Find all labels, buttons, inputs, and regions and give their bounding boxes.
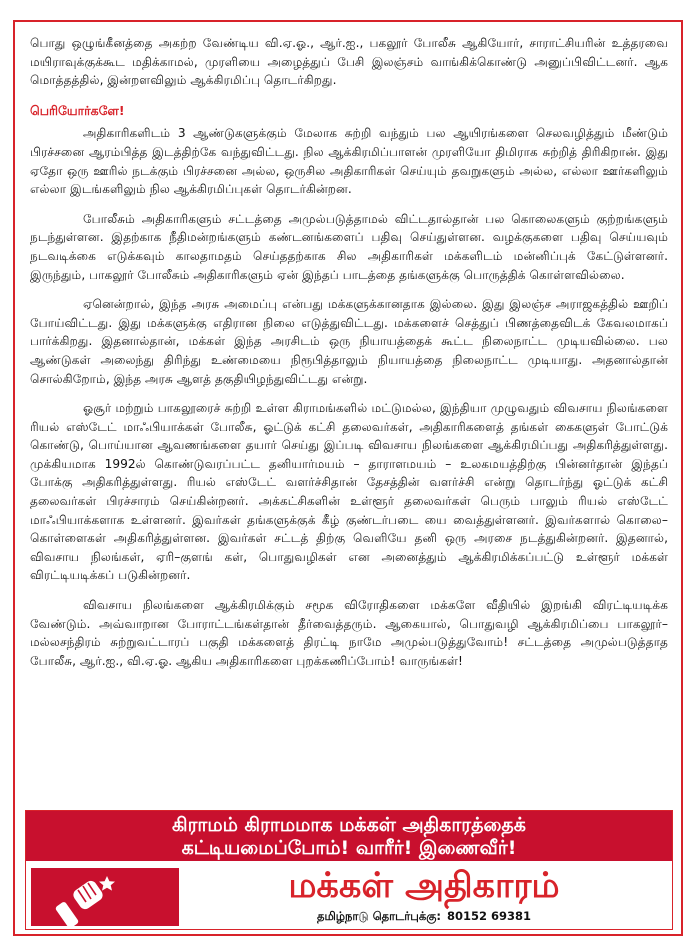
- footer: [25, 810, 673, 930]
- raised-fist-icon: [55, 879, 105, 926]
- slogan-line-1: கிராமம் கிராமமாக மக்கள் அதிகாரத்தைக்: [172, 814, 526, 836]
- paragraph-3: போலீசும் அதிகாரிகளும் சட்டத்தை அமுல்படுத்தாமல் விட்டதால்தான் பல கொலைகளும் குற்றங்களும் நடந்துள்ளன. இதற்காக நீதிமன்றங்களும் கண்டனங்களைப் பதிவு செய்துள்ளன. வழக்குகளை பதிவு செய்யவும் நடவடிக்கை எடுக்கவும் காலதாமதம் செய்ததற்காக சில அதிகாரிகள் மக்களிடம் மன்னிப்புக் கேட்டுள்ளனர். இருந்தும், பாகலூர் போலீசும் அதிகாரிகளும் ஏன் இந்தப் பாடத்தை தங்களுக்கு பொருத்திக் கொள்ளவில்லை.: [30, 211, 668, 282]
- star-icon: [99, 876, 115, 891]
- contact-line: [186, 909, 662, 925]
- paragraph-5: ஓசூர் மற்றும் பாகலூரைச் சுற்றி உள்ள கிராமங்களில் மட்டுமல்ல, இந்தியா முழுவதும் விவசாய நிலங்களை ரியல் எஸ்டேட் மாஃபியாக்கள் போலீசு, ஓட்டுக் கட்சி தலைவர்கள், அதிகாரிகளைத் தங்கள் கைகளுள் போட்டுக் கொண்டு, பொய்யான ஆவணங்களை தயார் செய்து இப்படி விவசாய நிலங்களை ஆக்கிரமிப்பது அதிகரித்துள்ளது. முக்கியமாக 1992ல் கொண்டுவரப்பட்ட தனியார்மயம் – தாராளமயம் – உலகமயத்திற்கு பின்னர்தான் இந்தப் போக்கு அதிகரித்துள்ளது. ரியல் எஸ்டேட் வளர்ச்சிதான் தேசத்தின் வளர்ச்சி என்று தொடர்ந்து ஓட்டுக் கட்சி தலைவர்கள் பிரச்சாரம் செய்கின்றனர். அக்கட்சிகளின் உள்ளூர் தலைவர்கள் பெரும் பாலும் ரியல் எஸ்டேட் மாஃபியாக்களாக உள்ளனர். இவர்கள் தங்களுக்குக் கீழ் குண்டர்படை யை வைத்துள்ளனர். இவர்களால் கொலை–கொள்ளைகள் அதிகரித்துள்ளன. இவர்கள் சட்டத் திற்கு வெளியே தனி ஒரு அரசை நடத்துகின்றனர். இதனால், விவசாய நிலங்கள், ஏரி–குளங் கள், பொதுவழிகள் என அனைத்தும் ஆக்கிரமிக்கப்பட்டு உள்ளூர் மக்கள் விரட்டியடிக்கப் படுகின்றனர்.: [30, 401, 668, 583]
- leaflet-page: [13, 20, 683, 936]
- paragraph-4: ஏனென்றால், இந்த அரசு அமைப்பு என்பது மக்களுக்கானதாக இல்லை. இது இலஞ்ச அராஜகத்தில் ஊறிப் போய்விட்டது. இது மக்களுக்கு எதிரான நிலை எடுத்துவிட்டது. மக்களைச் செத்துப் பிணத்தைவிடக் கேவலமாகப் பார்க்கிறது. இதனால்தான், மக்கள் இந்த அரசிடம் ஒரு நியாயத்தைக் கூட்ட நிலைநாட்ட முடியவில்லை. பல ஆண்டுகள் அலைந்து திரிந்து உண்மையை நிரூபித்தாலும் நியாயத்தை நிலைநாட்ட முடியாது. அதனால்தான் சொல்கிறோம், இந்த அரசு ஆளத் தகுதியிழந்துவிட்டது என்று.: [30, 297, 668, 386]
- salutation: பெரியோர்களே!: [30, 102, 125, 118]
- organisation-name: மக்கள் அதிகாரம்: [288, 866, 560, 906]
- contact-label: தமிழ்நாடு தொடர்புக்கு:: [316, 909, 441, 923]
- paragraph-1: பொது ஒழுங்கீனத்தை அகற்ற வேண்டிய வி.ஏ.ஓ., ஆர்.ஐ., பகலூர் போலீசு ஆகியோர், சாராட்சியரின் உத்தரவை மயிராவுக்குக்கூட மதிக்காமல், முரளியை அழைத்துப் பேசி இலஞ்சம் வாங்கிக்கொண்டு அனுப்பிவிட்டனர். ஆக மொத்தத்தில், இன்றளவிலும் ஆக்கிரமிப்பு தொடர்கிறது.: [30, 36, 668, 88]
- paragraph-2: அதிகாரிகளிடம் 3 ஆண்டுகளுக்கும் மேலாக சுற்றி வந்தும் பல ஆயிரங்களை செலவழித்தும் மீண்டும் பிரச்சனை ஆரம்பித்த இடத்திற்கே வந்துவிட்டது. நில ஆக்கிரமிப்பாளன் முரளியோ திமிராக சுற்றித் திரிகிறான். இது ஏதோ ஒரு ஊரில் நடக்கும் பிரச்சனை அல்ல, ஒருசில அதிகாரிகள் செய்யும் தவறுகளும் அல்ல, எல்லா ஊர்களிலும் எல்லா இடங்களிலும் நில ஆக்கிரமிப்புகள் தொடர்கின்றன.: [30, 126, 668, 197]
- raised-fist-star-icon: [31, 868, 179, 926]
- leaflet-body: [30, 34, 668, 670]
- slogan-line-2: கட்டியமைப்போம்! வாரீர்! இணைவீர்!: [181, 837, 517, 859]
- paragraph-6: விவசாய நிலங்களை ஆக்கிரமிக்கும் சமூக விரோதிகளை மக்களே வீதியில் இறங்கி விரட்டியடிக்க வேண்டும். அவ்வாறான போராட்டங்கள்தான் தீர்வைத்தரும். ஆகையால், பொதுவழி ஆக்கிரமிப்பை பாகலூர்–மல்லசந்திரம் சுற்றுவட்டாரப் பகுதி மக்களைத் திரட்டி நாமே அமுல்படுத்துவோம்! சட்டத்தை அமுல்படுத்தாத போலீசு, ஆர்.ஐ., வி.ஏ.ஓ. ஆகிய அதிகாரிகளை புறக்கணிப்போம்! வாருங்கள்!: [30, 598, 668, 668]
- contact-number: 80152 69381: [446, 909, 532, 923]
- slogan-banner: [26, 811, 672, 861]
